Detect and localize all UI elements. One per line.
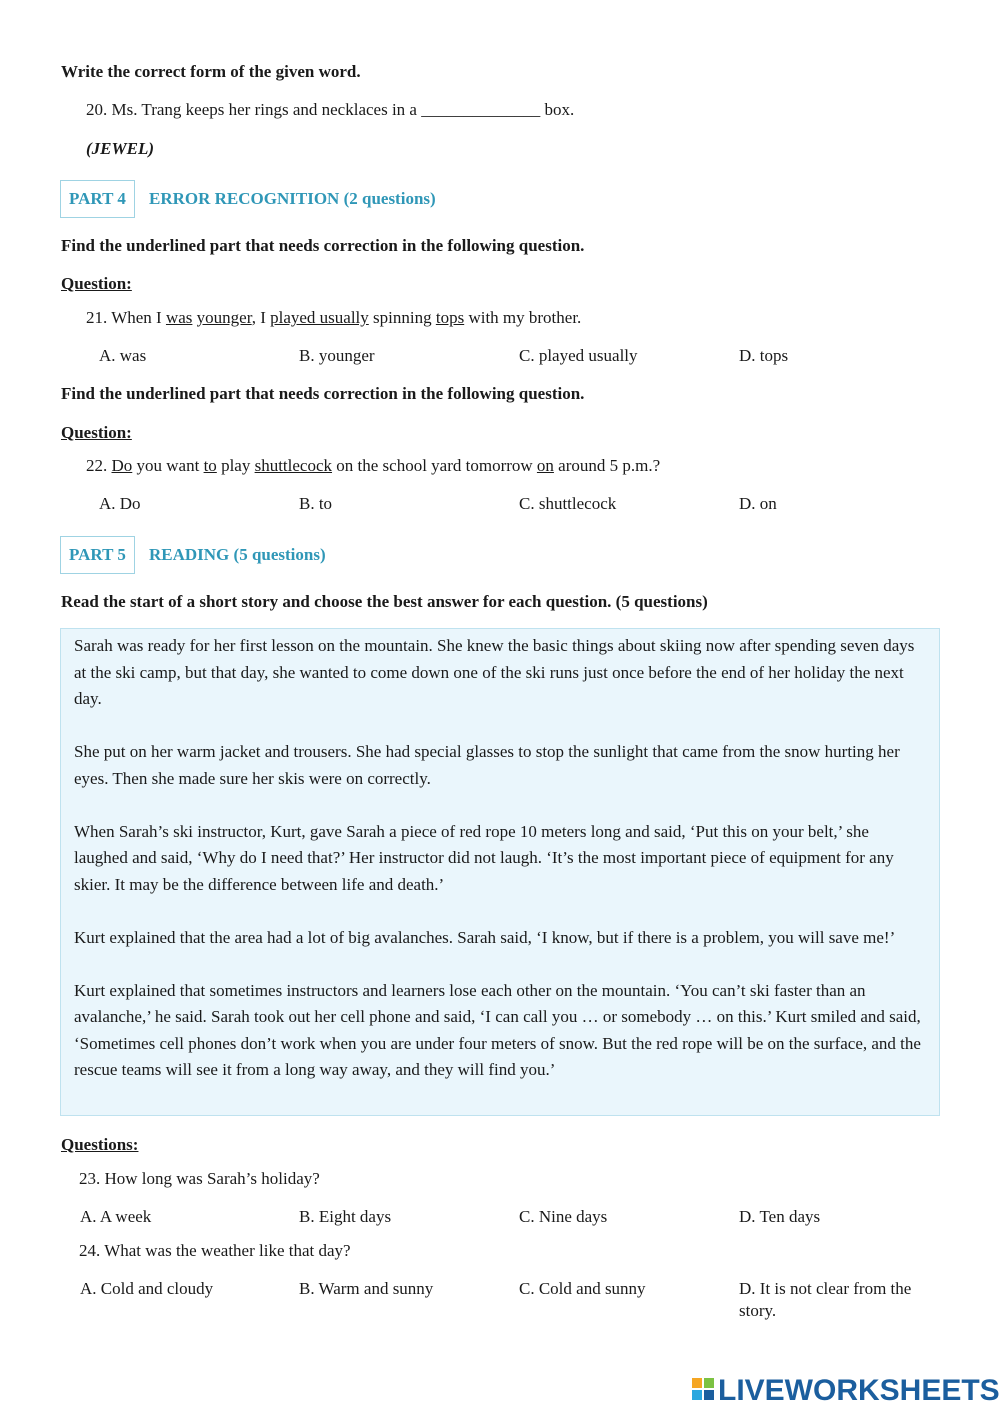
q23-option-a[interactable]: A. A week — [80, 1207, 152, 1226]
instruction-q22: Find the underlined part that needs correction in the following question. — [61, 384, 585, 403]
part-4-tag: PART 4 — [60, 180, 135, 218]
q24-option-c[interactable]: C. Cold and sunny — [519, 1279, 646, 1298]
reading-passage — [60, 628, 940, 1116]
instruction-reading: Read the start of a short story and choose the best answer for each question. (5 questions) — [61, 592, 708, 611]
question-20-given-word: (JEWEL) — [86, 139, 154, 158]
questions-label: Questions: — [61, 1135, 139, 1154]
question-24: 24. What was the weather like that day? — [79, 1241, 351, 1260]
part-4-header — [60, 180, 940, 218]
part-5-title: READING (5 questions) — [149, 545, 326, 564]
instruction-word-form: Write the correct form of the given word. — [61, 62, 361, 81]
q22-underline-do: Do — [111, 456, 133, 475]
q22-option-d[interactable]: D. on — [739, 494, 777, 513]
question-20-after: box. — [544, 100, 575, 119]
q22-text-2: play — [216, 456, 255, 475]
passage-paragraph-3: When Sarah’s ski instructor, Kurt, gave Sarah a piece of red rope 10 meters long and said, ‘Put this on your belt,’ she laughed and said, ‘Why do I need that?’ Her instructor did not laugh. ‘It’s the most important piece of equipment for any skier. It may be the difference between life and death.’ — [74, 821, 894, 894]
question-20-blank[interactable]: ______________ — [421, 100, 541, 119]
q21-text-1: 21. When I — [86, 308, 166, 327]
q21-text-3: , I — [251, 308, 271, 327]
part-5-tag: PART 5 — [60, 536, 135, 574]
passage-paragraph-1: Sarah was ready for her first lesson on the mountain. She knew the basic things about skiing now after spending seven days at the ski camp, but that day, she wanted to come down one of the ski runs just once before the end of her holiday the next day. — [74, 636, 915, 708]
logo-text: LIVEWORKSHEETS — [718, 1374, 1000, 1407]
question-label-q22: Question: — [61, 423, 132, 442]
q21-option-c[interactable]: C. played usually — [519, 346, 638, 365]
q24-option-d-line-1: D. It is not clear from the — [739, 1279, 912, 1298]
q22-underline-to: to — [203, 456, 217, 475]
q21-text-4: spinning — [368, 308, 436, 327]
logo-grid-icon — [692, 1378, 716, 1402]
q22-option-a[interactable]: A. Do — [99, 494, 141, 513]
q24-option-b[interactable]: B. Warm and sunny — [299, 1279, 434, 1298]
q21-text-5: with my brother. — [464, 308, 582, 327]
passage-paragraph-4: Kurt explained that the area had a lot of big avalanches. Sarah said, ‘I know, but if there is a problem, you will save me!’ — [74, 927, 896, 947]
passage-paragraph-5: Kurt explained that sometimes instructors and learners lose each other on the mountain. ‘You can’t ski faster than an avalanche,’ he said. Sarah took out her cell phone and said, ‘I can call you … or somebody … on this.’ Kurt smiled and said, ‘Sometimes cell phones don’t work when you are under four meters of snow. But the red rope will be on the surface, and the rescue teams will see it from a long way away, and they will find you.’ — [74, 980, 921, 1079]
question-23: 23. How long was Sarah’s holiday? — [79, 1169, 320, 1188]
question-21 — [86, 308, 581, 328]
q22-underline-on: on — [536, 456, 554, 475]
q24-option-a[interactable]: A. Cold and cloudy — [80, 1279, 214, 1298]
q22-text-1: you want — [132, 456, 204, 475]
q23-option-d[interactable]: D. Ten days — [739, 1207, 821, 1226]
q24-option-d[interactable] — [739, 1279, 911, 1321]
q21-option-a[interactable]: A. was — [99, 346, 147, 365]
question-label-q21: Question: — [61, 274, 132, 293]
q21-underline-was: was — [165, 308, 193, 327]
q22-underline-shuttlecock: shuttlecock — [254, 456, 333, 475]
q21-underline-younger: younger — [196, 308, 252, 327]
part-4-title: ERROR RECOGNITION (2 questions) — [149, 189, 436, 208]
question-22 — [86, 456, 660, 476]
q21-underline-tops: tops — [435, 308, 465, 327]
q21-option-b[interactable]: B. younger — [299, 346, 375, 365]
q21-underline-played-usually: played usually — [270, 308, 369, 327]
q23-option-b[interactable]: B. Eight days — [299, 1207, 392, 1226]
q22-text-4: around 5 p.m.? — [553, 456, 661, 475]
q22-option-b[interactable]: B. to — [299, 494, 333, 513]
question-20-text: 20. Ms. Trang keeps her rings and necklaces in a — [86, 100, 417, 119]
q23-option-c[interactable]: C. Nine days — [519, 1207, 608, 1226]
passage-paragraph-2: She put on her warm jacket and trousers. She had special glasses to stop the sunlight that came from the snow hurting her eyes. Then she made sure her skis were on correctly. — [74, 742, 900, 788]
q24-option-d-line-2: story. — [739, 1301, 777, 1320]
q22-option-c[interactable]: C. shuttlecock — [519, 494, 617, 513]
q22-text-3: on the school yard tomorrow — [332, 456, 537, 475]
question-20 — [86, 100, 574, 120]
q22-text-0: 22. — [86, 456, 112, 475]
q21-option-d[interactable]: D. tops — [739, 346, 789, 365]
liveworksheets-logo — [692, 1372, 1000, 1412]
instruction-q21: Find the underlined part that needs correction in the following question. — [61, 236, 585, 255]
part-5-header — [60, 536, 940, 574]
